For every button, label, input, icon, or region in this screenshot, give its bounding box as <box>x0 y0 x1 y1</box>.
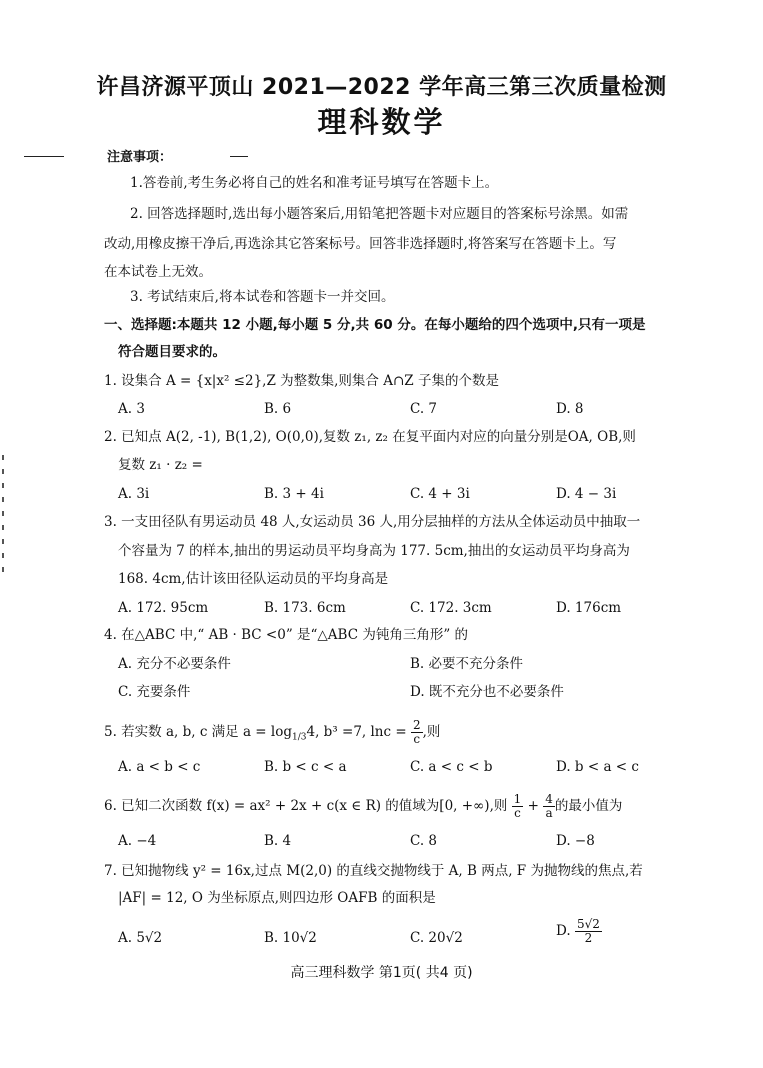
question-6-fraction-2: $\frac{4}{a}$ <box>545 792 553 820</box>
question-7-stem-line-2: |AF| = 12, O 为坐标原点,则四边形 OAFB 的面积是 <box>118 890 436 906</box>
question-6-option-b: B. 4 <box>264 833 292 849</box>
question-5-stem-post: ,则 <box>422 724 441 740</box>
question-2-stem-line-2: 复数 z₁ · z₂ = <box>118 457 203 473</box>
notice-rule <box>230 156 248 157</box>
question-7-option-d <box>556 918 602 945</box>
question-2-option-c: C. 4 + 3i <box>410 486 470 502</box>
question-3-option-a: A. 172. 95cm <box>118 600 209 616</box>
question-6-option-d: D. −8 <box>556 833 595 849</box>
question-2-option-d: D. 4 − 3i <box>556 486 617 502</box>
question-1-option-c: C. 7 <box>410 401 438 417</box>
question-1-option-a: A. 3 <box>118 401 145 417</box>
question-2-option-a: A. 3i <box>118 486 150 502</box>
question-3-stem-line-1: 3. 一支田径队有男运动员 48 人,女运动员 36 人,用分层抽样的方法从全体运动员中抽取一 <box>104 514 641 530</box>
question-1-option-d: D. 8 <box>556 401 584 417</box>
question-5-stem-pre: 5. 若实数 a, b, c 满足 a = log <box>104 724 292 740</box>
question-6-plus: + <box>527 798 539 814</box>
question-5-option-a: A. a < b < c <box>118 759 201 775</box>
question-3-option-d: D. 176cm <box>556 600 622 616</box>
notice-item-1: 1.答卷前,考生务必将自己的姓名和准考证号填写在答题卡上。 <box>130 175 499 191</box>
notice-item-2-line-3: 在本试卷上无效。 <box>104 264 212 280</box>
question-4-option-b: B. 必要不充分条件 <box>410 656 524 672</box>
question-4-option-d: D. 既不充分也不必要条件 <box>410 684 564 700</box>
notice-item-2-line-2: 改动,用橡皮擦干净后,再选涂其它答案标号。回答非选择题时,将答案写在答题卡上。写 <box>104 236 617 252</box>
notice-item-2-line-1: 2. 回答选择题时,选出每小题答案后,用铅笔把答题卡对应题目的答案标号涂黑。如需 <box>130 206 629 222</box>
question-3-stem-line-2: 个容量为 7 的样本,抽出的男运动员平均身高为 177. 5cm,抽出的女运动员平均身高为 <box>118 543 630 559</box>
question-2-option-b: B. 3 + 4i <box>264 486 324 502</box>
question-5-log-base: 1/3 <box>292 732 307 743</box>
question-3-option-c: C. 172. 3cm <box>410 600 492 616</box>
question-5-stem-mid: 4, b³ =7, lnc = <box>306 724 407 740</box>
subject-title: 理科数学 <box>317 105 446 139</box>
question-5-option-d: D. b < a < c <box>556 759 639 775</box>
notice-title: 注意事项： <box>107 150 173 165</box>
question-2-stem-line-1: 2. 已知点 A(2, -1), B(1,2), O(0,0),复数 z₁, z₂ 在复平面内对应的向量分别是OA, OB,则 <box>104 429 636 445</box>
question-6-fraction-1: $\frac{1}{c}$ <box>513 792 522 820</box>
question-3-option-b: B. 173. 6cm <box>264 600 346 616</box>
notice-item-3: 3. 考试结束后,将本试卷和答题卡一并交回。 <box>130 289 395 305</box>
question-4-stem: 4. 在△ABC 中,“ AB · BC <0” 是“△ABC 为钝角三角形” 的 <box>104 627 469 643</box>
page-footer: 高三理科数学 第1页( 共4 页) <box>290 965 473 981</box>
section-1-heading: 一、选择题:本题共 12 小题,每小题 5 分,共 60 分。在每小题给的四个选项中,只有一项是 <box>104 317 646 333</box>
question-7-option-d-fraction: $\frac{5√2}{2}$ <box>576 917 600 945</box>
question-1-stem: 1. 设集合 A = {x|x² ≤2},Z 为整数集,则集合 A∩Z 子集的个数是 <box>104 373 499 389</box>
question-3-stem-line-3: 168. 4cm,估计该田径队运动员的平均身高是 <box>118 571 389 587</box>
left-rule <box>24 156 64 157</box>
question-1-option-b: B. 6 <box>264 401 292 417</box>
question-5-option-b: B. b < c < a <box>264 759 347 775</box>
question-7-stem-line-1: 7. 已知抛物线 y² = 16x,过点 M(2,0) 的直线交抛物线于 A, B 两点, F 为抛物线的焦点,若 <box>104 863 643 879</box>
question-6-stem-pre: 6. 已知二次函数 f(x) = ax² + 2x + c(x ∈ R) 的值域为[0, +∞),则 <box>104 798 508 814</box>
question-6-option-a: A. −4 <box>118 833 157 849</box>
question-7-option-b: B. 10√2 <box>264 930 317 946</box>
exam-title: 许昌济源平顶山 2021—2022 学年高三第三次质量检测 <box>96 75 667 100</box>
question-5-stem <box>104 719 440 747</box>
question-5-option-c: C. a < c < b <box>410 759 493 775</box>
question-7-option-c: C. 20√2 <box>410 930 463 946</box>
question-6-option-c: C. 8 <box>410 833 438 849</box>
question-6-stem <box>104 793 622 820</box>
question-6-stem-post: 的最小值为 <box>554 798 623 814</box>
question-5-fraction: $\frac{2}{c}$ <box>412 718 421 746</box>
question-4-option-a: A. 充分不必要条件 <box>118 656 231 672</box>
section-1-heading-line-2: 符合题目要求的。 <box>118 344 226 360</box>
question-4-option-c: C. 充要条件 <box>118 684 191 700</box>
question-7-option-d-prefix: D. <box>556 923 571 939</box>
question-7-option-a: A. 5√2 <box>118 930 163 946</box>
